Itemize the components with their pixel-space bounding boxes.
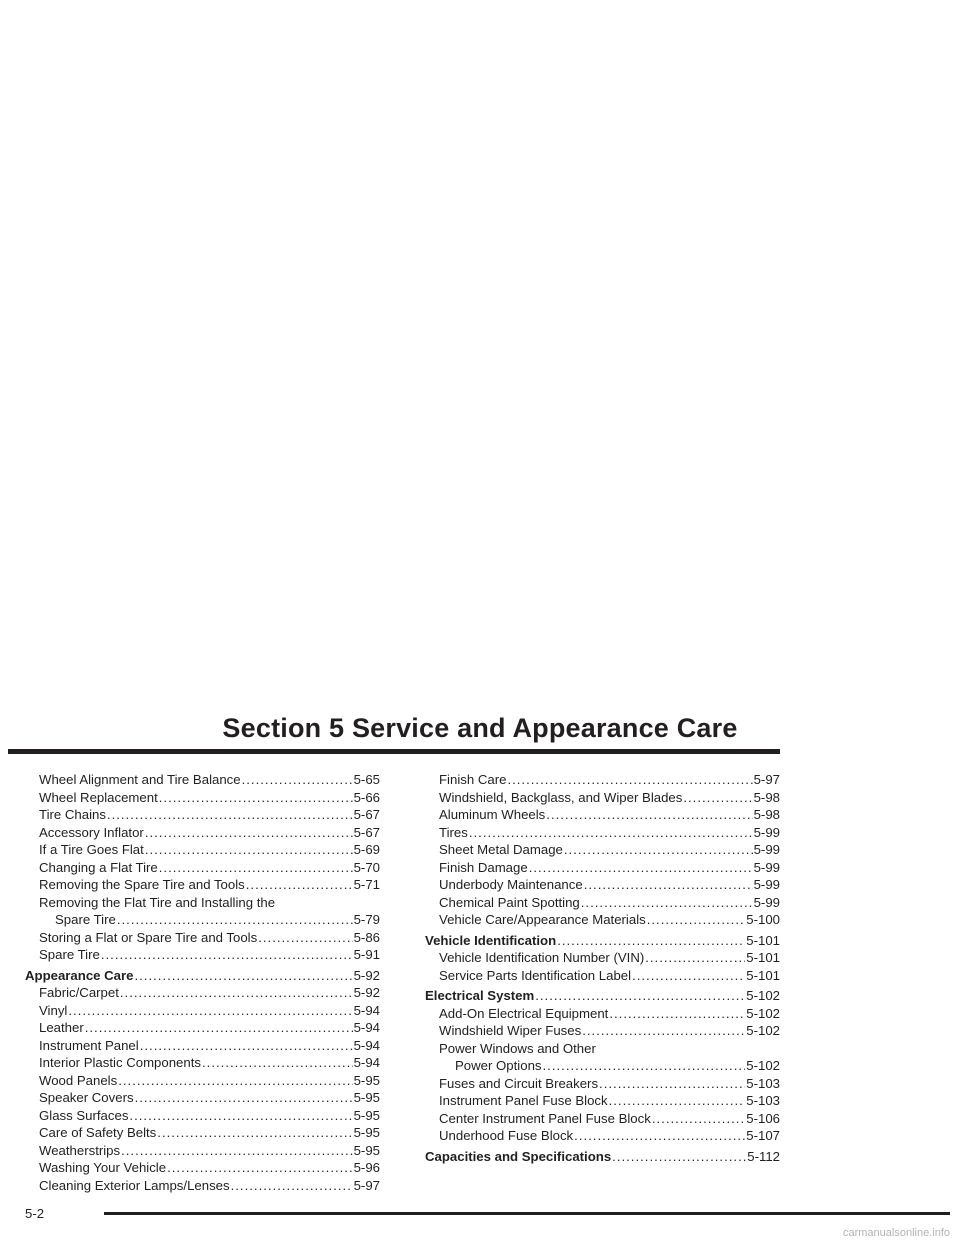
dot-leader bbox=[134, 967, 352, 985]
dot-leader bbox=[145, 824, 353, 842]
toc-entry[interactable] bbox=[425, 771, 780, 789]
dot-leader bbox=[609, 1005, 745, 1023]
toc-entry[interactable] bbox=[25, 946, 380, 964]
dot-leader bbox=[246, 876, 353, 894]
toc-entry-label: Spare Tire bbox=[39, 947, 100, 962]
toc-entry-label: Accessory Inflator bbox=[39, 824, 144, 840]
toc-entry[interactable] bbox=[25, 824, 380, 842]
dot-leader bbox=[68, 1002, 352, 1020]
toc-entry-label: Tire Chains bbox=[39, 807, 106, 822]
dot-leader bbox=[118, 1072, 352, 1090]
toc-entry-page: 5-106 bbox=[746, 1110, 780, 1126]
dot-leader bbox=[469, 824, 753, 842]
toc-entry-page: 5-96 bbox=[353, 1160, 380, 1175]
toc-entry-label: Leather bbox=[39, 1020, 84, 1035]
toc-entry[interactable] bbox=[25, 984, 380, 1002]
toc-entry-label: Vehicle Identification bbox=[425, 932, 557, 948]
toc-entry[interactable] bbox=[25, 1002, 380, 1020]
toc-entry-label: Removing the Spare Tire and Tools bbox=[39, 877, 245, 892]
toc-entry-page: 5-98 bbox=[753, 807, 780, 822]
toc-entry-label: Speaker Covers bbox=[39, 1090, 134, 1105]
toc-entry[interactable] bbox=[25, 1019, 380, 1037]
toc-entry-page: 5-99 bbox=[753, 824, 780, 840]
dot-leader bbox=[581, 894, 753, 912]
toc-entry[interactable] bbox=[25, 1072, 380, 1090]
toc-entry[interactable] bbox=[25, 1177, 380, 1195]
toc-entry-page: 5-94 bbox=[353, 1020, 380, 1035]
dot-leader bbox=[242, 771, 353, 789]
dot-leader bbox=[683, 789, 752, 807]
toc-section-heading[interactable] bbox=[425, 1148, 780, 1166]
dot-leader bbox=[652, 1110, 745, 1128]
toc-entry[interactable] bbox=[425, 1005, 780, 1023]
toc-entry[interactable] bbox=[25, 929, 380, 947]
dot-leader bbox=[564, 841, 753, 859]
toc-entry-label: If a Tire Goes Flat bbox=[39, 842, 144, 857]
toc-entry-page: 5-99 bbox=[753, 894, 780, 910]
toc-entry-label: Windshield Wiper Fuses bbox=[439, 1023, 582, 1038]
toc-entry-label: Sheet Metal Damage bbox=[439, 842, 563, 857]
toc-entry-label: Vinyl bbox=[39, 1002, 68, 1018]
toc-entry-page: 5-95 bbox=[353, 1107, 380, 1123]
toc-entry[interactable] bbox=[25, 1142, 380, 1160]
toc-right-column bbox=[425, 771, 780, 1165]
toc-entry-page: 5-69 bbox=[353, 842, 380, 857]
dot-leader bbox=[101, 946, 353, 964]
dot-leader bbox=[645, 949, 745, 967]
toc-entry-page: 5-97 bbox=[353, 1177, 380, 1193]
toc-entry-label: Changing a Flat Tire bbox=[39, 859, 158, 875]
page-number: 5-2 bbox=[25, 1206, 45, 1221]
dot-leader bbox=[129, 1107, 352, 1125]
toc-entry-page: 5-92 bbox=[353, 985, 380, 1000]
toc-entry-page: 5-95 bbox=[353, 1072, 380, 1088]
toc-entry-label: Glass Surfaces bbox=[39, 1107, 129, 1123]
toc-entry-label: Vehicle Identification Number (VIN) bbox=[439, 950, 645, 965]
toc-entry-label: Underhood Fuse Block bbox=[439, 1128, 574, 1143]
toc-entry-label: Removing the Flat Tire and Installing the bbox=[39, 894, 276, 910]
toc-entry[interactable] bbox=[25, 771, 380, 789]
toc-entry-label: Aluminum Wheels bbox=[439, 807, 546, 822]
dot-leader bbox=[140, 1037, 353, 1055]
toc-entry-page: 5-103 bbox=[746, 1093, 780, 1108]
toc-entry-page: 5-101 bbox=[746, 932, 780, 948]
toc-entry-label: Service Parts Identification Label bbox=[439, 967, 632, 983]
toc-entry-page: 5-91 bbox=[353, 947, 380, 962]
dot-leader bbox=[135, 1089, 353, 1107]
toc-entry[interactable] bbox=[425, 789, 780, 807]
toc-entry-label: Cleaning Exterior Lamps/Lenses bbox=[39, 1177, 230, 1193]
dot-leader bbox=[574, 1127, 745, 1145]
dot-leader bbox=[117, 911, 353, 929]
toc-entry-label: Finish Damage bbox=[439, 859, 528, 875]
toc-entry-label: Appearance Care bbox=[25, 967, 134, 983]
dot-leader bbox=[584, 876, 753, 894]
toc-entry-label: Wood Panels bbox=[39, 1072, 118, 1088]
toc-entry[interactable] bbox=[425, 967, 780, 985]
dot-leader bbox=[647, 911, 746, 929]
toc-entry[interactable] bbox=[425, 806, 780, 824]
toc-entry[interactable] bbox=[425, 1092, 780, 1110]
dot-leader bbox=[145, 841, 353, 859]
toc-entry-label: Tires bbox=[439, 824, 468, 840]
toc-entry[interactable] bbox=[425, 841, 780, 859]
dot-leader bbox=[85, 1019, 353, 1037]
dot-leader bbox=[507, 771, 752, 789]
dot-leader bbox=[107, 806, 353, 824]
toc-entry-page: 5-65 bbox=[353, 772, 380, 787]
toc-entry-label: Fuses and Circuit Breakers bbox=[439, 1075, 599, 1091]
toc-entry[interactable] bbox=[25, 894, 380, 912]
toc-entry-label: Storing a Flat or Spare Tire and Tools bbox=[39, 929, 258, 945]
dot-leader bbox=[159, 859, 353, 877]
toc-entry-page: 5-103 bbox=[746, 1075, 780, 1091]
dot-leader bbox=[157, 1124, 352, 1142]
toc-entry-page: 5-79 bbox=[353, 912, 380, 927]
dot-leader bbox=[529, 859, 753, 877]
watermark: carmanualsonline.info bbox=[842, 1227, 950, 1239]
toc-entry[interactable] bbox=[25, 876, 380, 894]
toc-entry[interactable] bbox=[25, 1159, 380, 1177]
toc-entry[interactable] bbox=[425, 824, 780, 842]
toc-entry-page: 5-94 bbox=[353, 1055, 380, 1070]
dot-leader bbox=[599, 1075, 745, 1093]
toc-entry[interactable] bbox=[25, 806, 380, 824]
toc-entry-page: 5-99 bbox=[753, 842, 780, 857]
toc-entry-label: Power Windows and Other bbox=[439, 1040, 596, 1056]
toc-entry-label: Instrument Panel Fuse Block bbox=[439, 1093, 608, 1108]
toc-entry-label: Interior Plastic Components bbox=[39, 1055, 201, 1070]
toc-section-heading[interactable] bbox=[25, 967, 380, 985]
toc-entry-page: 5-71 bbox=[353, 877, 380, 892]
toc-entry[interactable] bbox=[25, 789, 380, 807]
dot-leader bbox=[546, 806, 752, 824]
toc-entry[interactable] bbox=[25, 1054, 380, 1072]
toc-entry-label: Chemical Paint Spotting bbox=[439, 894, 580, 910]
toc-entry[interactable] bbox=[25, 1089, 380, 1107]
toc-entry-label: Instrument Panel bbox=[39, 1037, 139, 1053]
toc-entry[interactable] bbox=[425, 1075, 780, 1093]
toc-entry[interactable] bbox=[25, 1107, 380, 1125]
toc-entry-page: 5-67 bbox=[353, 824, 380, 840]
toc-entry-label: Add-On Electrical Equipment bbox=[439, 1005, 609, 1021]
dot-leader bbox=[609, 1092, 746, 1110]
toc-section-heading[interactable] bbox=[425, 932, 780, 950]
dot-leader bbox=[159, 789, 353, 807]
toc-entry[interactable] bbox=[425, 894, 780, 912]
dot-leader bbox=[120, 984, 353, 1002]
toc-entry-page: 5-107 bbox=[746, 1128, 780, 1143]
toc-entry[interactable] bbox=[25, 1124, 380, 1142]
toc-entry-page: 5-99 bbox=[753, 877, 780, 892]
dot-leader bbox=[557, 932, 745, 950]
dot-leader bbox=[543, 1057, 746, 1075]
toc-entry-page: 5-99 bbox=[753, 859, 780, 875]
dot-leader bbox=[535, 987, 745, 1005]
toc-entry[interactable] bbox=[425, 911, 780, 929]
toc-entry[interactable] bbox=[425, 1022, 780, 1040]
toc-entry[interactable] bbox=[25, 859, 380, 877]
toc-section-heading[interactable] bbox=[425, 987, 780, 1005]
toc-entry-page: 5-98 bbox=[753, 789, 780, 805]
section-title: Section 5 Service and Appearance Care bbox=[222, 713, 738, 743]
toc-entry[interactable] bbox=[425, 859, 780, 877]
toc-entry-page: 5-94 bbox=[353, 1037, 380, 1053]
toc-entry-page: 5-112 bbox=[747, 1148, 780, 1164]
dot-leader bbox=[612, 1148, 746, 1166]
toc-entry-page: 5-102 bbox=[746, 988, 780, 1003]
toc-entry[interactable] bbox=[425, 876, 780, 894]
toc-entry-page: 5-100 bbox=[746, 912, 780, 927]
dot-leader bbox=[582, 1022, 745, 1040]
toc-entry-page: 5-101 bbox=[746, 950, 780, 965]
dot-leader bbox=[167, 1159, 353, 1177]
toc-entry-label: Wheel Alignment and Tire Balance bbox=[39, 772, 241, 787]
toc-entry-label: Vehicle Care/Appearance Materials bbox=[439, 912, 646, 927]
dot-leader bbox=[258, 929, 352, 947]
toc-entry-page: 5-101 bbox=[746, 967, 780, 983]
toc-entry[interactable] bbox=[425, 1127, 780, 1145]
toc-entry-label: Wheel Replacement bbox=[39, 789, 158, 805]
dot-leader bbox=[202, 1054, 353, 1072]
toc-entry[interactable] bbox=[25, 911, 380, 929]
title-rule bbox=[8, 749, 780, 754]
toc-entry-page: 5-86 bbox=[353, 929, 380, 945]
toc-entry[interactable] bbox=[25, 841, 380, 859]
toc-entry[interactable] bbox=[425, 1110, 780, 1128]
toc-entry-page: 5-92 bbox=[353, 967, 380, 983]
toc-entry-label: Center Instrument Panel Fuse Block bbox=[439, 1110, 651, 1126]
toc-entry-label: Power Options bbox=[455, 1058, 542, 1073]
toc-entry-page: 5-95 bbox=[353, 1090, 380, 1105]
toc-entry-page: 5-94 bbox=[353, 1002, 380, 1018]
toc-entry-page: 5-102 bbox=[746, 1058, 780, 1073]
toc-entry-label: Fabric/Carpet bbox=[39, 985, 119, 1000]
toc-entry-label: Capacities and Specifications bbox=[425, 1148, 612, 1164]
toc-entry-label: Finish Care bbox=[439, 772, 507, 787]
dot-leader bbox=[121, 1142, 352, 1160]
toc-entry-page: 5-102 bbox=[746, 1005, 780, 1021]
toc-left-column bbox=[25, 771, 380, 1194]
toc-entry[interactable] bbox=[25, 1037, 380, 1055]
toc-entry-page: 5-67 bbox=[353, 807, 380, 822]
toc-entry-label: Weatherstrips bbox=[39, 1142, 121, 1158]
toc-entry[interactable] bbox=[425, 1057, 780, 1075]
toc-entry-page: 5-95 bbox=[353, 1142, 380, 1158]
toc-entry-page: 5-70 bbox=[353, 859, 380, 875]
toc-entry-label: Windshield, Backglass, and Wiper Blades bbox=[439, 789, 683, 805]
toc-entry-label: Washing Your Vehicle bbox=[39, 1160, 167, 1175]
toc-entry[interactable] bbox=[425, 1040, 780, 1058]
toc-entry-label: Electrical System bbox=[425, 988, 535, 1003]
toc-entry-page: 5-95 bbox=[353, 1125, 380, 1140]
toc-entry-page: 5-66 bbox=[353, 789, 380, 805]
toc-entry-page: 5-97 bbox=[753, 772, 780, 787]
toc-entry-label: Care of Safety Belts bbox=[39, 1125, 157, 1140]
toc-entry-label: Spare Tire bbox=[55, 912, 116, 927]
footer-rule bbox=[104, 1212, 950, 1215]
dot-leader bbox=[231, 1177, 353, 1195]
dot-leader bbox=[632, 967, 745, 985]
toc-entry-label: Underbody Maintenance bbox=[439, 877, 583, 892]
toc-entry-page: 5-102 bbox=[746, 1023, 780, 1038]
toc-entry[interactable] bbox=[425, 949, 780, 967]
